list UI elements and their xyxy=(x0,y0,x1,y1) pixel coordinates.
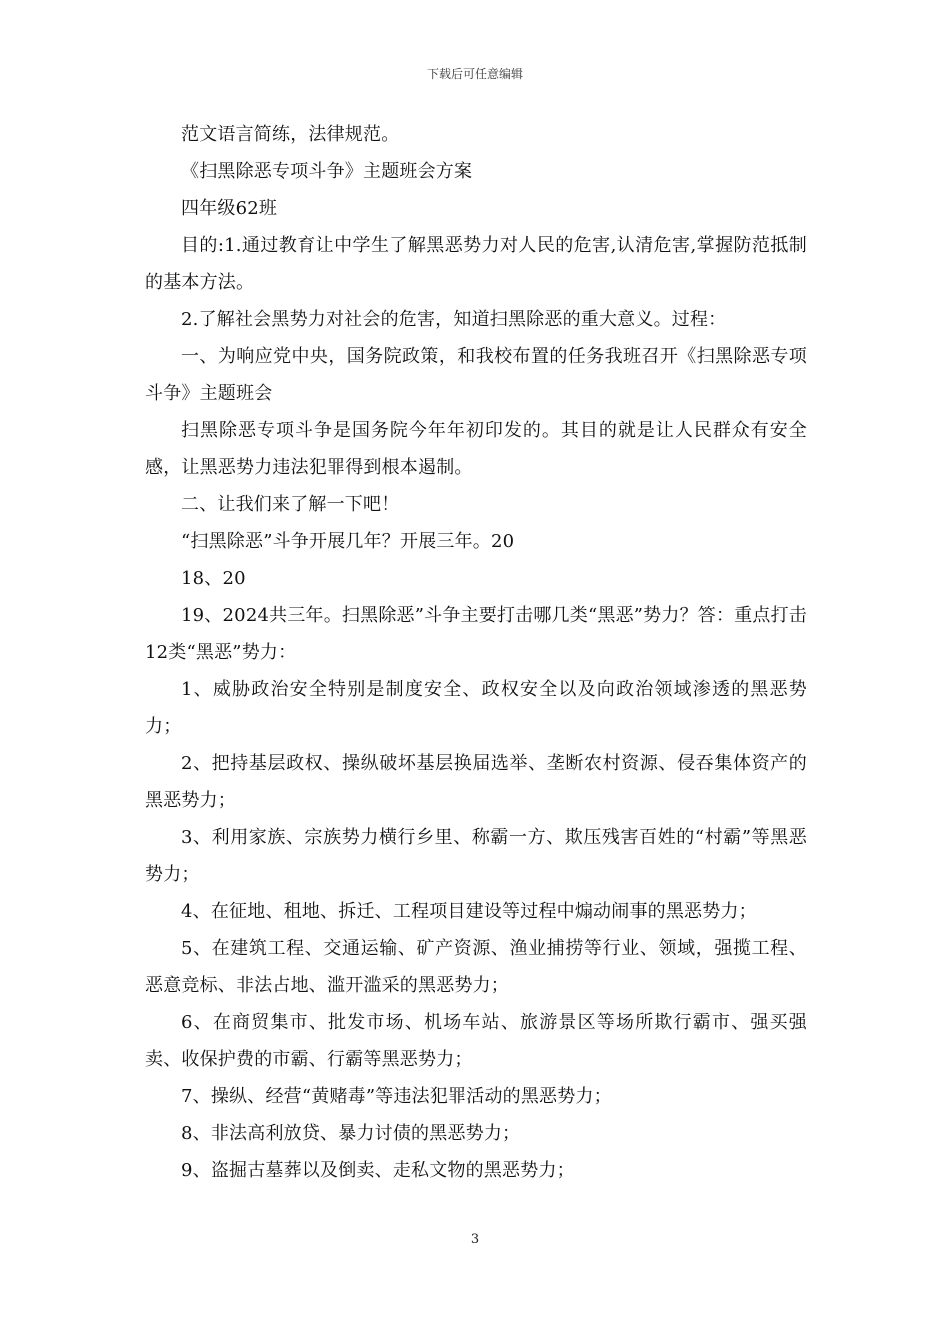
paragraph-class: 四年级62班 xyxy=(181,198,278,219)
list-item: 7、操纵、经营“黄赌毒”等违法犯罪活动的黑恶势力； xyxy=(181,1086,612,1107)
document-body xyxy=(145,116,807,1189)
list-item: 1、威胁政治安全特别是制度安全、政权安全以及向政治领域渗透的黑恶势力； xyxy=(145,679,807,737)
list-item: 9、盗掘古墓葬以及倒卖、走私文物的黑恶势力； xyxy=(181,1160,575,1181)
paragraph: 扫黑除恶专项斗争是国务院今年年初印发的。其目的就是让人民群众有安全感，让黑恶势力违法犯罪得到根本遏制。 xyxy=(145,420,807,478)
paragraph-section-2: 二、让我们来了解一下吧！ xyxy=(181,494,400,515)
paragraph: “扫黑除恶”斗争开展几年？开展三年。20 xyxy=(181,531,515,552)
list-item: 3、利用家族、宗族势力横行乡里、称霸一方、欺压残害百姓的“村霸”等黑恶势力； xyxy=(145,827,807,885)
list-item: 2、把持基层政权、操纵破坏基层换届选举、垄断农村资源、侵吞集体资产的黑恶势力； xyxy=(145,753,807,811)
list-item: 8、非法高利放贷、暴力讨债的黑恶势力； xyxy=(181,1123,521,1144)
paragraph-title: 《扫黑除恶专项斗争》主题班会方案 xyxy=(181,161,473,182)
paragraph: 18、20 xyxy=(181,568,246,589)
list-item: 4、在征地、租地、拆迁、工程项目建设等过程中煽动闹事的黑恶势力； xyxy=(181,901,757,922)
paragraph: 19、2024共三年。扫黑除恶”斗争主要打击哪几类“黑恶”势力？答：重点打击12类“黑恶”势力： xyxy=(145,605,807,663)
list-item: 5、在建筑工程、交通运输、矿产资源、渔业捕捞等行业、领域，强揽工程、恶意竞标、非法占地、滥开滥采的黑恶势力； xyxy=(145,938,807,996)
page-number: 3 xyxy=(470,1232,480,1247)
list-item: 6、在商贸集市、批发市场、机场车站、旅游景区等场所欺行霸市、强买强卖、收保护费的市霸、行霸等黑恶势力； xyxy=(145,1012,807,1070)
paragraph-purpose-2: 2.了解社会黑势力对社会的危害，知道扫黑除恶的重大意义。过程： xyxy=(181,309,727,330)
page-header: 下载后可任意编辑 xyxy=(426,67,523,81)
paragraph-purpose-1: 目的:1.通过教育让中学生了解黑恶势力对人民的危害,认清危害,掌握防范抵制的基本方法。 xyxy=(145,235,807,293)
paragraph-section-1: 一、为响应党中央，国务院政策，和我校布置的任务我班召开《扫黑除恶专项斗争》主题班会 xyxy=(145,346,807,404)
paragraph: 范文语言简练，法律规范。 xyxy=(181,124,400,145)
